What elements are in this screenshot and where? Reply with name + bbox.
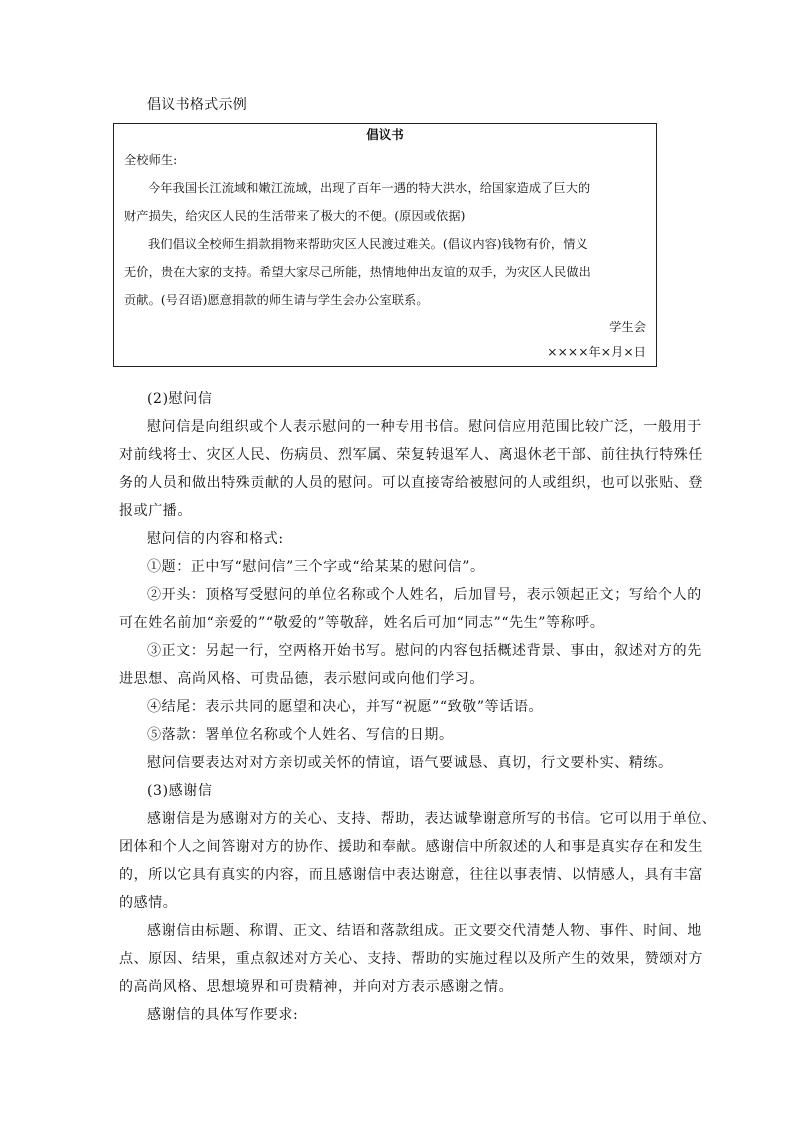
text-line: 可在姓名前加“亲爱的”“敬爱的”等敬辞，姓名后可加“同志”“先生”等称呼。 (119, 615, 605, 631)
proposal-example-box (113, 123, 657, 367)
text-line: ①题：正中写“慰问信”三个字或“给某某的慰问信”。 (147, 559, 485, 575)
text-line: 团体和个人之间答谢对方的协作、援助和奉献。感谢信中所叙述的人和事是真实存在和发生 (119, 839, 703, 855)
proposal-line: 贡献。(号召语)愿意捐款的师生请与学生会办公室联系。 (124, 293, 429, 307)
text-line: 的高尚风格、思想境界和可贵精神，并向对方表示感谢之情。 (119, 979, 514, 995)
proposal-signature: 学生会 (609, 320, 646, 334)
proposal-line: 我们倡议全校师生捐款捐物来帮助灾区人民渡过难关。(倡议内容)钱物有价，情义 (148, 237, 588, 251)
text-line: 感谢信的具体写作要求: (147, 1007, 299, 1023)
proposal-title: 倡议书 (366, 127, 404, 142)
text-line: ②开头：顶格写受慰问的单位名称或个人姓名，后加冒号，表示领起正文；写给个人的 (147, 587, 702, 603)
text-line: ④结尾：表示共同的愿望和决心，并写“祝愿”“致敬”等话语。 (147, 699, 544, 715)
text-line: 进思想、高尚风格、可贵品德，表示慰问或向他们学习。 (119, 671, 484, 687)
text-line: 感谢信是为感谢对方的关心、支持、帮助，表达诚挚谢意所写的书信。它可以用于单位、 (147, 811, 717, 827)
text-line: 感谢信由标题、称谓、正文、结语和落款组成。正文要交代清楚人物、事件、时间、地 (147, 923, 702, 939)
proposal-line: 今年我国长江流域和嫩江流域，出现了百年一遇的特大洪水，给国家造成了巨大的 (148, 181, 591, 195)
text-line: 慰问信要表达对对方亲切或关怀的情谊，语气要诚恳、真切，行文要朴实、精练。 (147, 755, 673, 771)
text-line: 慰问信的内容和格式: (147, 531, 284, 547)
proposal-line: 无价，贵在大家的支持。希望大家尽己所能，热情地伸出友谊的双手，为灾区人民做出 (124, 265, 591, 279)
text-line: ③正文：另起一行，空两格开始书写。慰问的内容包括概述背景、事由，叙述对方的先 (147, 643, 702, 659)
text-line: 的，所以它具有真实的内容，而且感谢信中表达谢意，往往以事表情、以情感人，具有丰富 (119, 867, 703, 883)
example-caption: 倡议书格式示例 (147, 97, 248, 113)
text-line: 慰问信是向组织或个人表示慰问的一种专用书信。慰问信应用范围比较广泛，一般用于 (147, 419, 702, 435)
proposal-date: ××××年×月×日 (547, 345, 646, 359)
text-line: (2)慰问信 (147, 391, 213, 407)
text-line: (3)感谢信 (147, 783, 213, 799)
proposal-line: 财产损失，给灾区人民的生活带来了极大的不便。(原因或依据) (124, 209, 466, 223)
text-line: 对前线将士、灾区人民、伤病员、烈军属、荣复转退军人、离退休老干部、前往执行特殊任 (119, 447, 703, 463)
text-line: 务的人员和做出特殊贡献的人员的慰问。可以直接寄给被慰问的人或组织，也可以张贴、登 (119, 475, 703, 491)
text-line: 点、原因、结果，重点叙述对方关心、支持、帮助的实施过程以及所产生的效果，赞颂对方 (119, 951, 703, 967)
text-line: ⑤落款：署单位名称或个人姓名、写信的日期。 (147, 727, 454, 743)
text-line: 的感情。 (119, 895, 178, 911)
text-line: 报或广播。 (119, 503, 192, 519)
proposal-salutation: 全校师生: (124, 153, 178, 167)
